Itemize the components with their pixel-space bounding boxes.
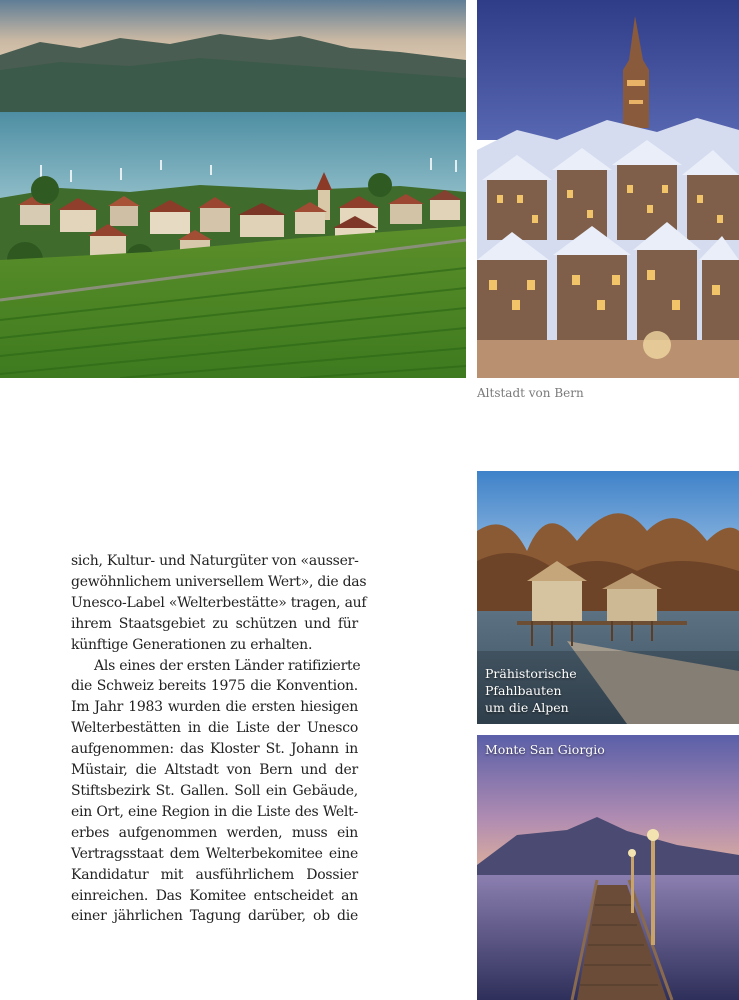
caption-line: um die Alpen xyxy=(485,700,569,715)
text-line: aufgenommen: das Kloster St. Johann in xyxy=(71,741,358,758)
text-line: ein Ort, eine Region in die Liste des Welt- xyxy=(71,803,358,820)
caption-line: Prähistorische xyxy=(485,666,577,681)
pile-dwellings-caption xyxy=(485,665,577,716)
text-line: Müstair, die Altstadt von Bern und der xyxy=(71,762,358,779)
text-line: einreichen. Das Komitee entscheidet an xyxy=(71,887,358,904)
text-line: sich, Kultur- und Naturgüter von «ausser- xyxy=(71,553,359,569)
monte-san-giorgio-caption: Monte San Giorgio xyxy=(485,742,605,757)
photo-monte-san-giorgio xyxy=(477,735,739,1000)
text-line: Als eines der ersten Länder ratifizierte xyxy=(94,657,361,674)
text-line: einer jährlichen Tagung darüber, ob die xyxy=(71,908,358,925)
photo-lake-village-vineyards xyxy=(0,0,466,378)
text-line: Stiftsbezirk St. Gallen. Soll ein Gebäude, xyxy=(71,782,358,799)
photo-bern-old-town xyxy=(477,0,739,378)
text-line: Unesco-Label «Welterbestätte» tragen, auf xyxy=(71,594,367,611)
text-line: Im Jahr 1983 wurden die ersten hiesigen xyxy=(71,699,358,716)
text-line: Vertragsstaat dem Welterbekomitee eine xyxy=(71,845,358,862)
text-line: Welterbestätten in die Liste der Unesco xyxy=(71,720,358,737)
text-line: gewöhnlichem universellem Wert», die das xyxy=(71,573,367,590)
text-line: die Schweiz bereits 1975 die Konvention. xyxy=(71,678,358,695)
bern-caption: Altstadt von Bern xyxy=(477,386,584,400)
text-line: ihrem Staatsgebiet zu schützen und für xyxy=(71,615,358,632)
caption-line: Pfahlbauten xyxy=(485,683,562,698)
text-line: erbes aufgenommen werden, muss ein xyxy=(71,824,358,841)
article-text xyxy=(71,551,367,927)
text-line: künftige Generationen zu erhalten. xyxy=(71,636,313,653)
text-line: Kandidatur mit ausführlichem Dossier xyxy=(71,866,358,883)
